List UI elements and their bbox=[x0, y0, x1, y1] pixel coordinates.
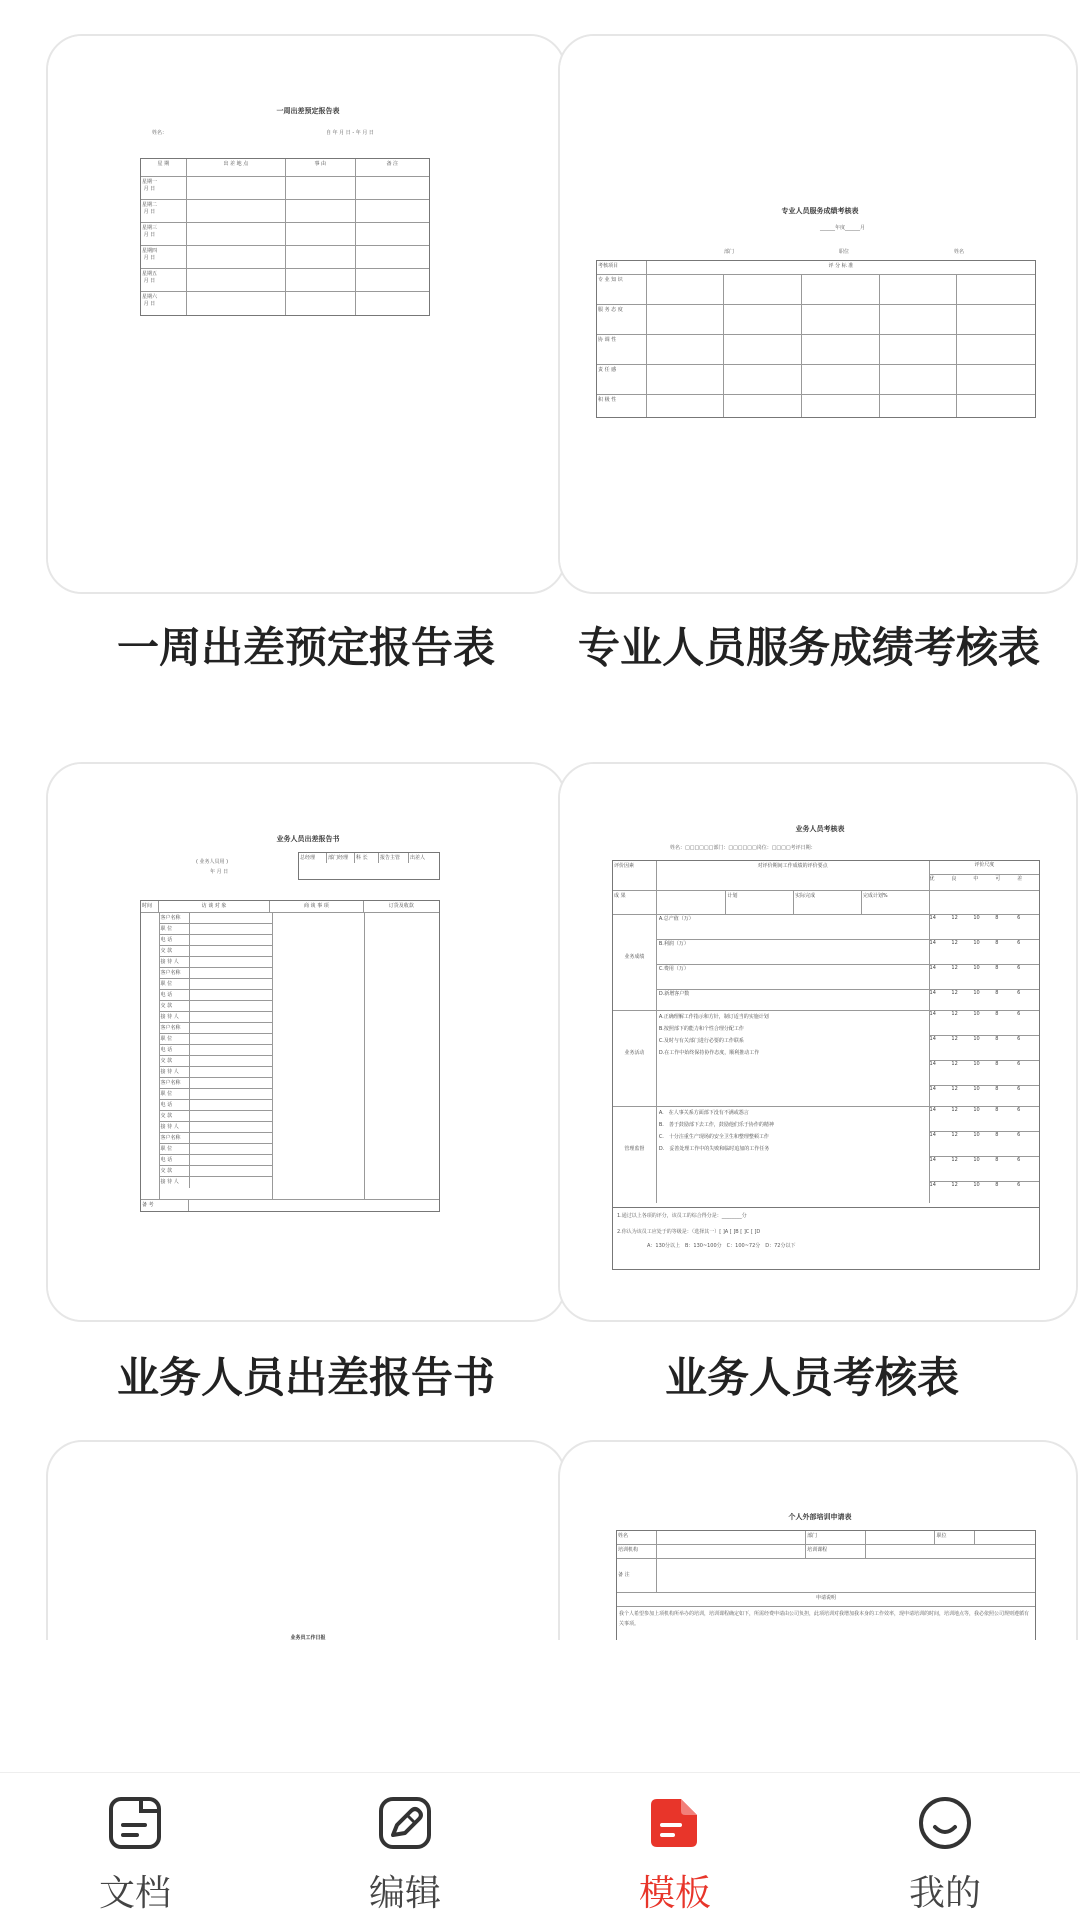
template-card-daily-report[interactable] bbox=[46, 1440, 566, 1640]
tab-label: 模板 bbox=[638, 1873, 711, 1914]
tab-label: 编辑 bbox=[368, 1873, 441, 1914]
tab-profile[interactable] bbox=[810, 1773, 1080, 1921]
template-preview bbox=[48, 36, 566, 594]
preview-notes: 1.通过以上各项的评分，该员工的综合得分是：________分 2.你认为该员工应处于的等级是：（选择其一）[ ]A [ ]B [ ]C [ ]D A：130分以上 B：130~100分 C：100~72分 D：72分以下 bbox=[612, 1208, 1040, 1270]
tab-templates[interactable] bbox=[540, 1773, 810, 1921]
preview-table: 评价因素 对评价期间工作成绩的评价要点 评价尺度 优 良 中 可 差 成 果 计划 实际完成 完成计划% 业务成绩 A.总产值（万） B.利润（万） C.费用（万） D.新增客户数 14 12 10 8 6 14 12 10 8 6 14 12 10 8 6 14 12 10 8 6 业务活动 A.正确理解工作指示和方针，制订适当的实施计划 B.按照部下的能力和个性合理分配工作 C.及时与有关部门进行必要的工作联系 D.在工作中始终保持协作态度，顺利推动工作 14 12 10 8 6 14 12 10 8 6 14 12 10 8 6 14 12 10 8 6 管理监督 A. 在人事关系方面部下没有不满或怨言 B. 善于鼓励部下去工作，鼓励他们乐于协作的精神 C. 十分注重生产现场的安全卫生和整理整顿工作 D. 妥善处理工作中的失败和临时追加的工作任务 14 12 10 8 6 14 12 10 8 6 14 12 10 8 6 14 12 10 8 6 bbox=[612, 860, 1040, 1208]
template-icon bbox=[647, 1795, 703, 1851]
document-icon bbox=[107, 1795, 163, 1851]
preview-meta: 姓名：□□□□□□部门：□□□□□□岗位：□□□□考评日期： bbox=[670, 845, 816, 851]
template-card-trip-report[interactable] bbox=[46, 762, 566, 1322]
template-title[interactable]: 专业人员服务成绩考核表 bbox=[577, 623, 1040, 672]
tab-documents[interactable] bbox=[0, 1773, 270, 1921]
template-card-service-assessment[interactable] bbox=[558, 34, 1078, 594]
preview-heading: 业务员工作日报 bbox=[290, 1635, 326, 1640]
preview-heading: 业务人员出差报告书 bbox=[276, 835, 340, 843]
preview-meta: ______年度______月 bbox=[820, 225, 866, 231]
template-card-training-application[interactable] bbox=[558, 1440, 1078, 1640]
preview-meta: 姓名： bbox=[152, 130, 168, 136]
preview-heading: 个人外部培训申请表 bbox=[788, 1513, 852, 1521]
template-title[interactable]: 业务人员出差报告书 bbox=[116, 1353, 495, 1402]
tab-label: 文档 bbox=[98, 1873, 171, 1914]
edit-icon bbox=[377, 1795, 433, 1851]
template-card-weekly-trip[interactable] bbox=[46, 34, 566, 594]
profile-icon bbox=[917, 1795, 973, 1851]
preview-heading: 专业人员服务成绩考核表 bbox=[781, 207, 859, 215]
preview-meta: 部门 职位 姓名 bbox=[724, 249, 964, 255]
template-preview bbox=[560, 764, 1078, 1322]
template-title[interactable]: 业务人员考核表 bbox=[664, 1353, 959, 1402]
preview-table: 时间 访 谈 对 象 商 谈 事 项 订货及收款 客户名称 职 位 电 话 交 款 接 待 人 客户名称 职 位 电 话 交 款 接 待 人 客户名称 职 位 电 话 交 款 接 待 人 客户名称 职 位 电 话 交 款 接 待 人 客户名称 职 位 电 话 交 款 接 待 人 备 考 bbox=[140, 900, 440, 1212]
template-card-staff-assessment[interactable] bbox=[558, 762, 1078, 1322]
tab-edit[interactable] bbox=[270, 1773, 540, 1921]
preview-table: 姓名 部门 职位 培训机构 培训课程 备 注 申请说明 我个人希望参加上项机构所举办的培训，培训课程确定如下，所需经费申请由公司负担，此项培训对我增加我本身的工作效率，现申请培训的时间，培训地点等，我必依照公司规则遵循有关事项。 bbox=[616, 1530, 1036, 1640]
preview-meta: 年 月 日 bbox=[210, 869, 229, 875]
template-preview bbox=[48, 764, 566, 1322]
preview-table: 考核项目 评 分 标 准 专 业 知 识 服 务 态 度 协 调 性 责 任 感 积 极 性 bbox=[596, 260, 1036, 418]
preview-stamp-boxes: 总经理 部门经理 科 长 报告主管 出差人 bbox=[298, 852, 440, 880]
template-title[interactable]: 一周出差预定报告表 bbox=[116, 623, 495, 672]
tab-label: 我的 bbox=[908, 1873, 981, 1914]
preview-meta: 自 年 月 日 - 年 月 日 bbox=[326, 130, 374, 136]
bottom-tab-bar bbox=[0, 1772, 1080, 1921]
preview-meta: ( 业务人员用 ) bbox=[196, 859, 229, 865]
preview-heading: 一周出差预定报告表 bbox=[276, 107, 340, 115]
template-preview bbox=[560, 36, 1078, 594]
preview-heading: 业务人员考核表 bbox=[795, 825, 845, 833]
preview-table: 星 期 出 差 地 点 事 由 备 注 星期一 月 日 星期二 月 日 星期三 月 日 星期四 月 日 星期五 月 日 星期六 月 日 bbox=[140, 158, 430, 316]
